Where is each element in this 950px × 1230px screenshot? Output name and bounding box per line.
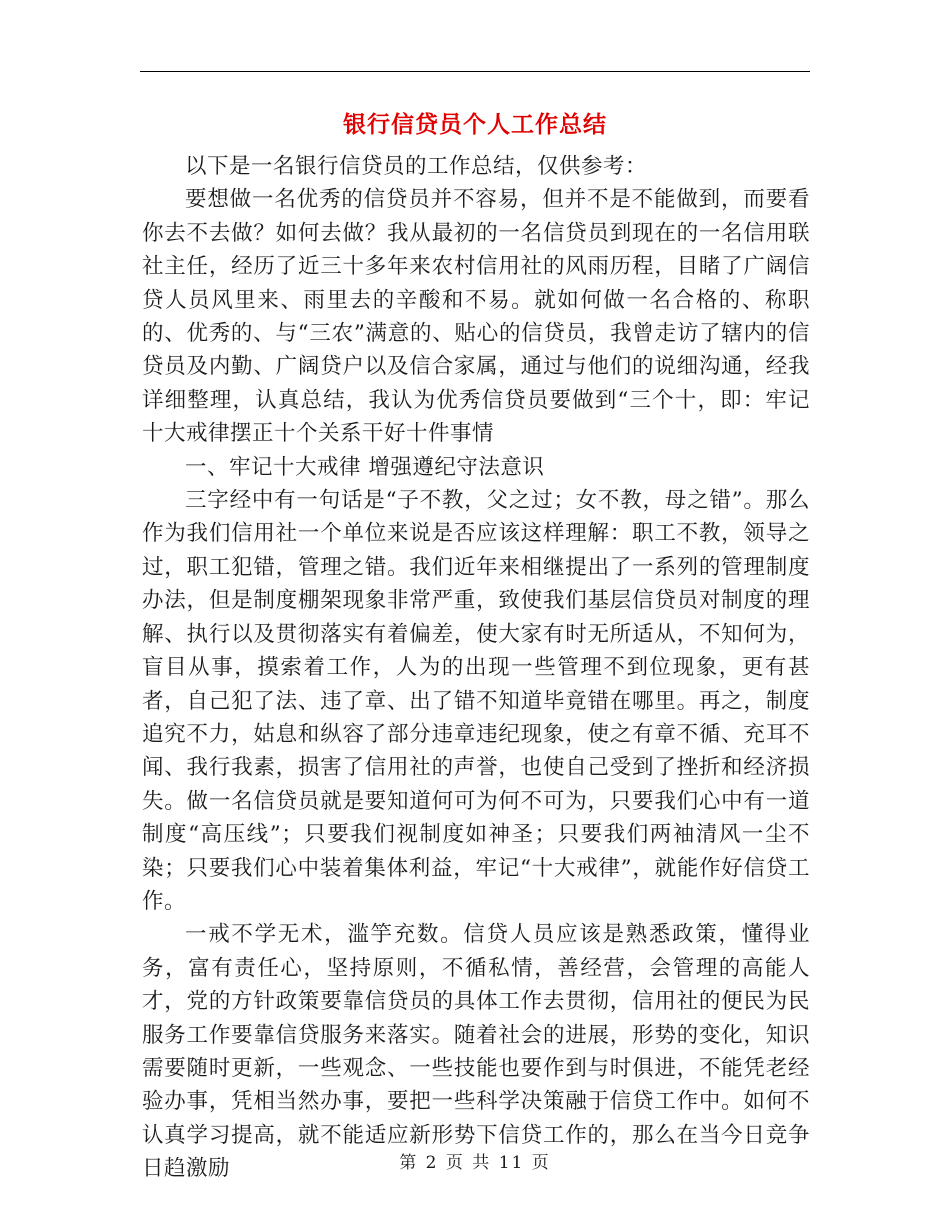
section-heading: 一、牢记十大戒律 增强遵纪守法意识 (185, 454, 545, 480)
document-body (142, 150, 810, 1186)
body-paragraph: 三字经中有一句话是“子不教，父之过；女不教，母之错”。那么作为我们信用社一个单位来说是否应该这样理解：职工不教，领导之过，职工犯错，管理之错。我们近年来相继提出了一系列的管理制度办法，但是制度棚架现象非常严重，致使我们基层信贷员对制度的理解、执行以及贯彻落实有着偏差，使大家有时无所适从，不知何为，盲目从事，摸索着工作，人为的出现一些管理不到位现象，更有甚者，自己犯了法、违了章、出了错不知道毕竟错在哪里。再之，制度追究不力，姑息和纵容了部分违章违纪现象，使之有章不循、充耳不闻、我行我素，损害了信用社的声誉，也使自己受到了挫折和经济损失。做一名信贷员就是要知道何可为何不可为，只要我们心中有一道制度“高压线”；只要我们视制度如神圣；只要我们两袖清风一尘不染；只要我们心中装着集体利益，牢记“十大戒律”，就能作好信贷工作。 (142, 488, 810, 914)
body-paragraph: 要想做一名优秀的信贷员并不容易，但并不是不能做到，而要看你去不去做？如何去做？我从最初的一名信贷员到现在的一名信用联社主任，经历了近三十多年来农村信用社的风雨历程，目睹了广阔信贷人员风里来、雨里去的辛酸和不易。就如何做一名合格的、称职的、优秀的、与“三农”满意的、贴心的信贷员，我曾走访了辖内的信贷员及内勤、广阔贷户以及信合家属，通过与他们的说细沟通，经我详细整理，认真总结，我认为优秀信贷员要做到“三个十，即：牢记十大戒律摆正十个关系干好十件事情 (142, 187, 810, 447)
intro-paragraph: 以下是一名银行信贷员的工作总结，仅供参考： (185, 154, 648, 179)
header-rule (140, 71, 810, 72)
body-paragraph: 一戒不学无术，滥竽充数。信贷人员应该是熟悉政策，懂得业务，富有责任心，坚持原则，不循私情，善经营，会管理的高能人才，党的方针政策要靠信贷员的具体工作去贯彻，信用社的便民为民服务工作要靠信贷服务来落实。随着社会的进展，形势的变化，知识需要随时更新，一些观念、一些技能也要作到与时俱进，不能凭老经验办事，凭相当然办事，要把一些科学决策融于信贷工作中。如何不认真学习提高，就不能适应新形势下信贷工作的，那么在当今日竞争日趋激励 (142, 922, 810, 1182)
document-title: 银行信贷员个人工作总结 (343, 112, 607, 138)
page-number: 第 2 页 共 11 页 (399, 1153, 551, 1173)
